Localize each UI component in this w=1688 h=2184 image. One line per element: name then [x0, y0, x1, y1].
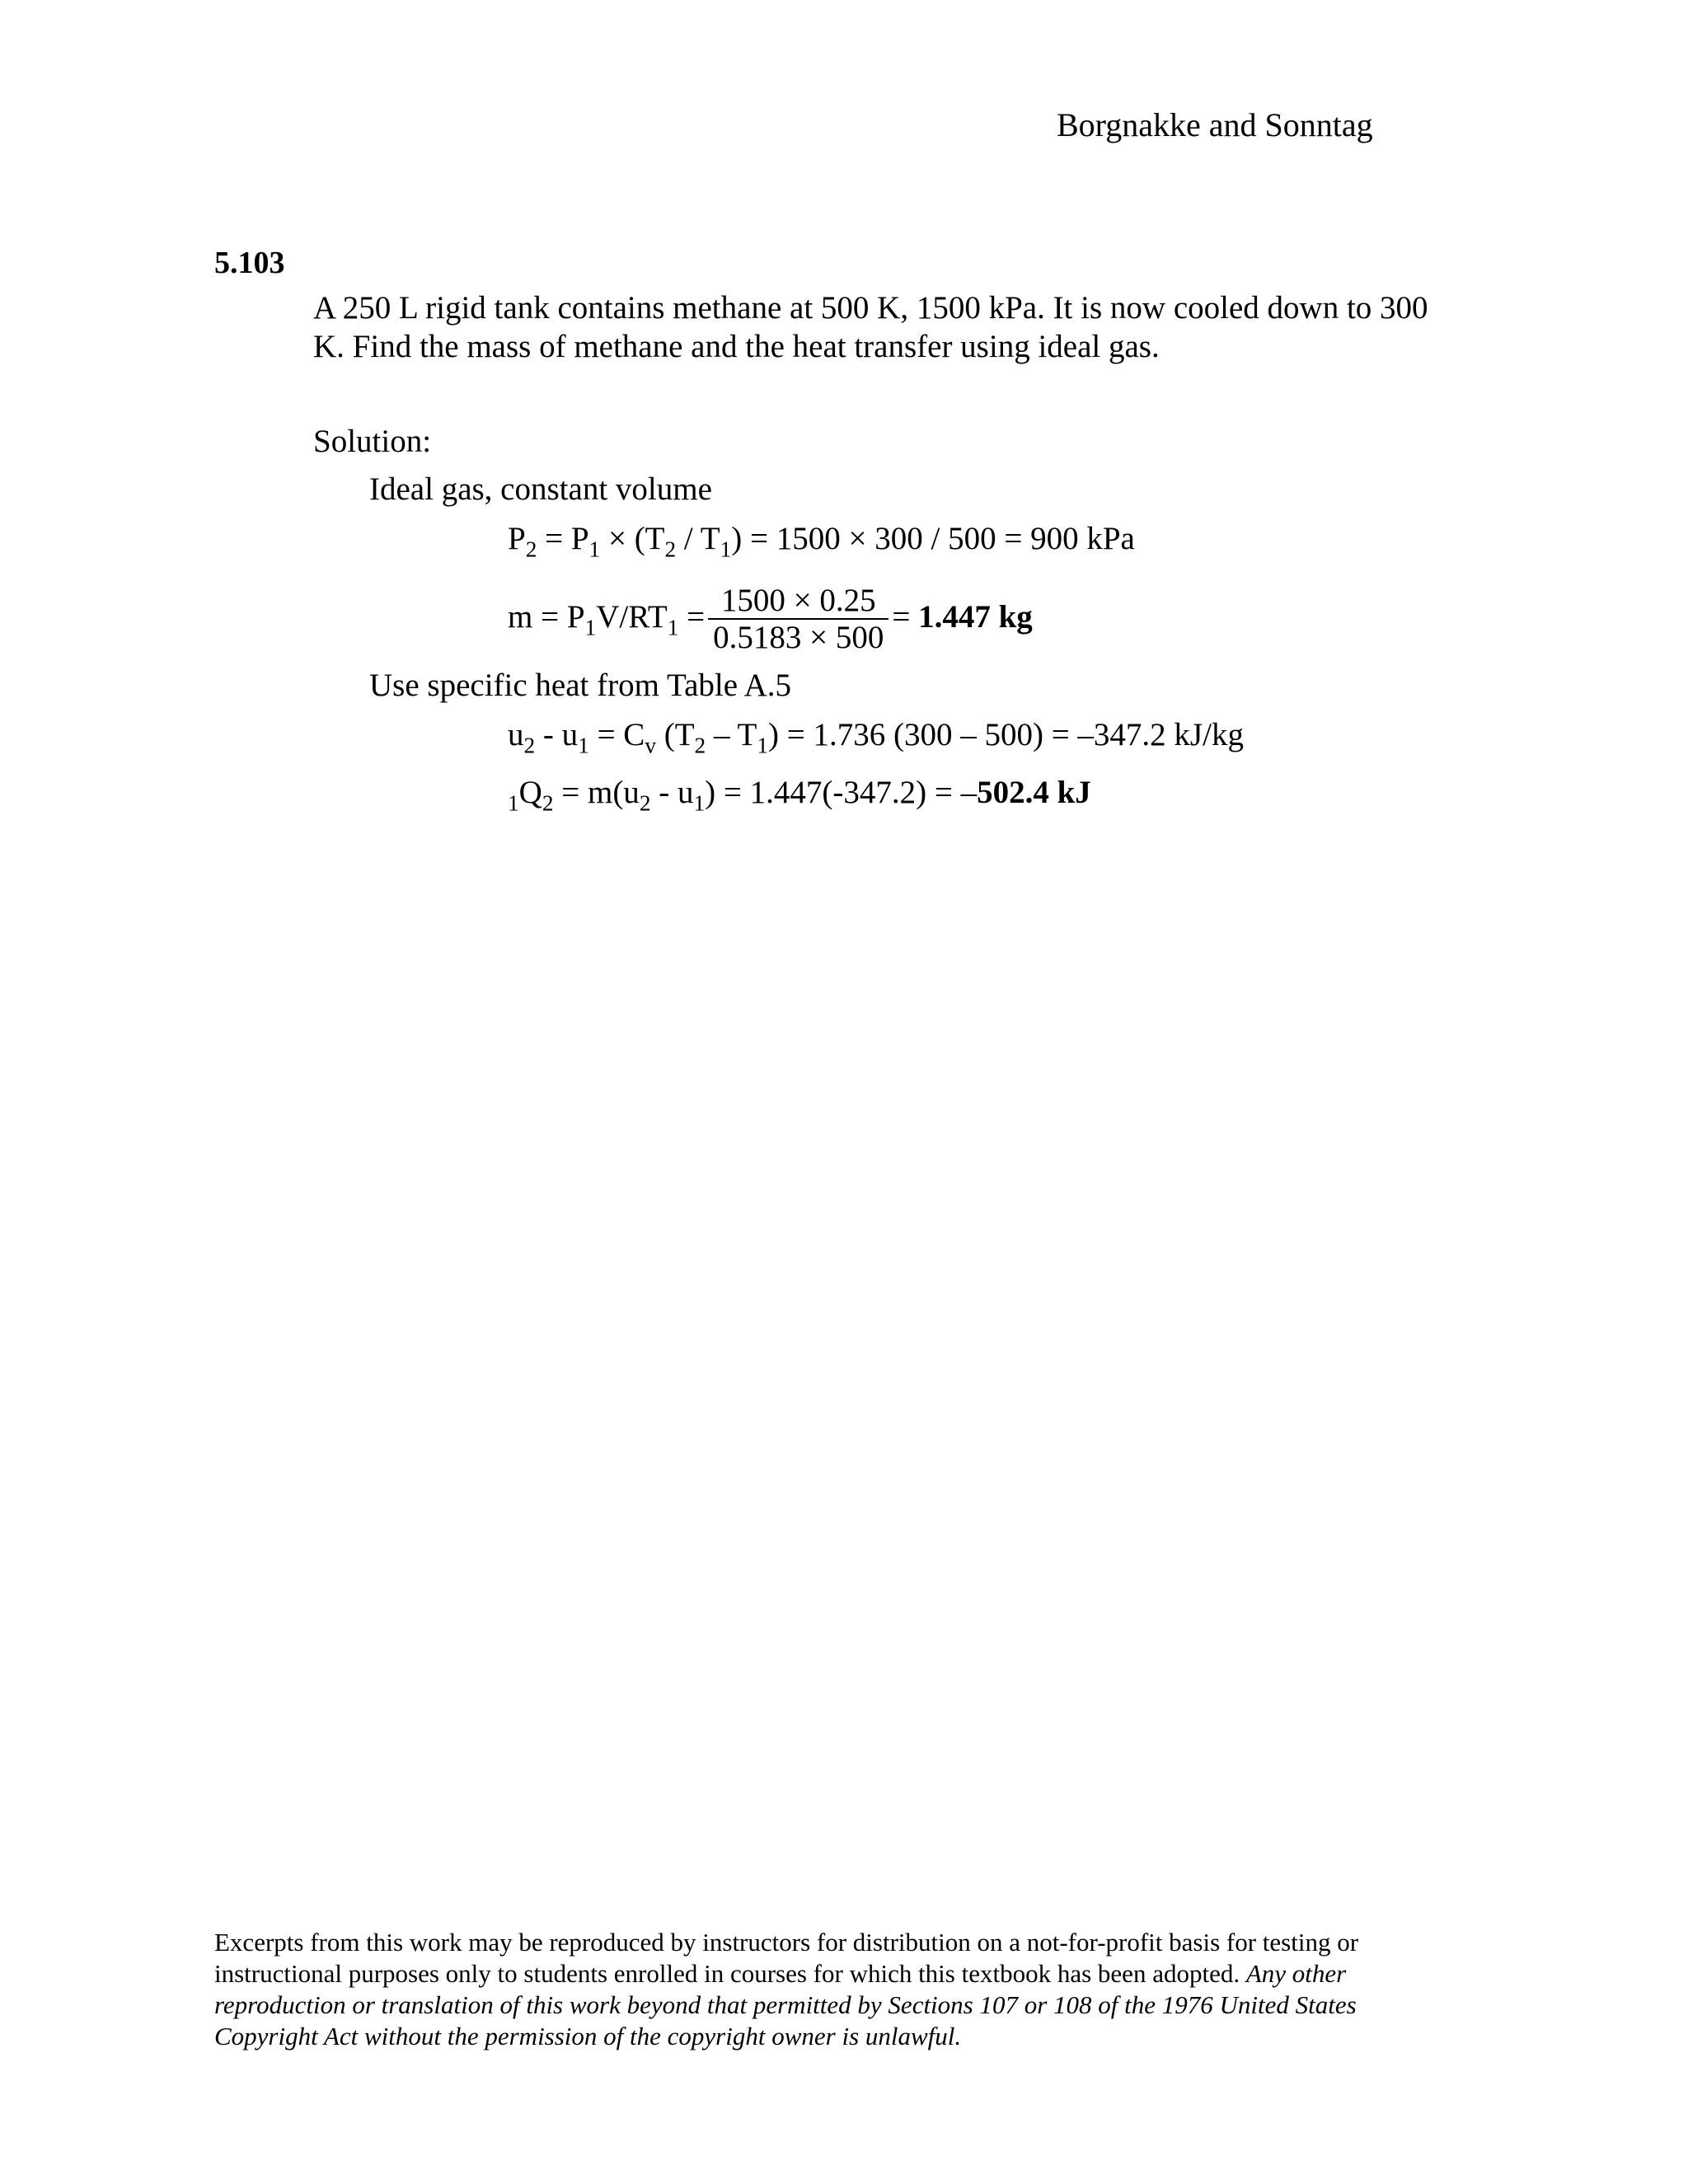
heat-result: 502.4 kJ [977, 775, 1091, 810]
fraction-denominator: 0.5183 × 500 [713, 620, 884, 655]
problem-statement: A 250 L rigid tank contains methane at 500 K, 1500 kPa. It is now cooled down to 300 K. Find the mass of methane and the heat transfer using ideal gas. [313, 290, 1428, 364]
mass-result: 1.447 kg [918, 598, 1033, 635]
solution-intro-line: Ideal gas, constant volume [369, 471, 712, 507]
footer-italic-text: Any other reproduction or translation of this work beyond that permitted by Sections 107 or 108 of the 1976 United States Copyright Act without the permission of the copyright owner is unlawful. [214, 1959, 1357, 2050]
equation-mass: $m = P_1V/RT_1$ = $\frac{1500 \times 0.25}{0.5183 \times 500}$ = 1.447 kg [508, 583, 1033, 655]
fraction-numerator: 1500 × 0.25 [708, 583, 889, 620]
page-header-authors: Borgnakke and Sonntag [1057, 106, 1373, 143]
specific-heat-line: Use specific heat from Table A.5 [369, 668, 792, 703]
mass-fraction [708, 583, 889, 656]
equation-internal-energy: $u_2 - u_1 = C_v$ $(T_2 - T_1) = 1.736$ (300 – 500) = –347.2 kJ/kg [508, 717, 1244, 758]
equation-heat-transfer: $_1Q_2 = m(u_2 - u_1) = 1.447(-347.2) = -502.4$ kJ [508, 775, 1091, 816]
problem-number: 5.103 [214, 246, 285, 280]
copyright-footer [214, 1927, 1451, 2052]
equation-pressure: $P_2 = P_1 \times (T_2 / T_1) = 1500 \times 300 / 500 = 900$ kPa [508, 521, 1135, 562]
footer-plain-text: Excerpts from this work may be reproduced by instructors for distribution on a not-for-profit basis for testing or instructional purposes only to students enrolled in courses for which this textbook has been adopted. [214, 1928, 1359, 1988]
solution-label: Solution: [313, 424, 432, 459]
